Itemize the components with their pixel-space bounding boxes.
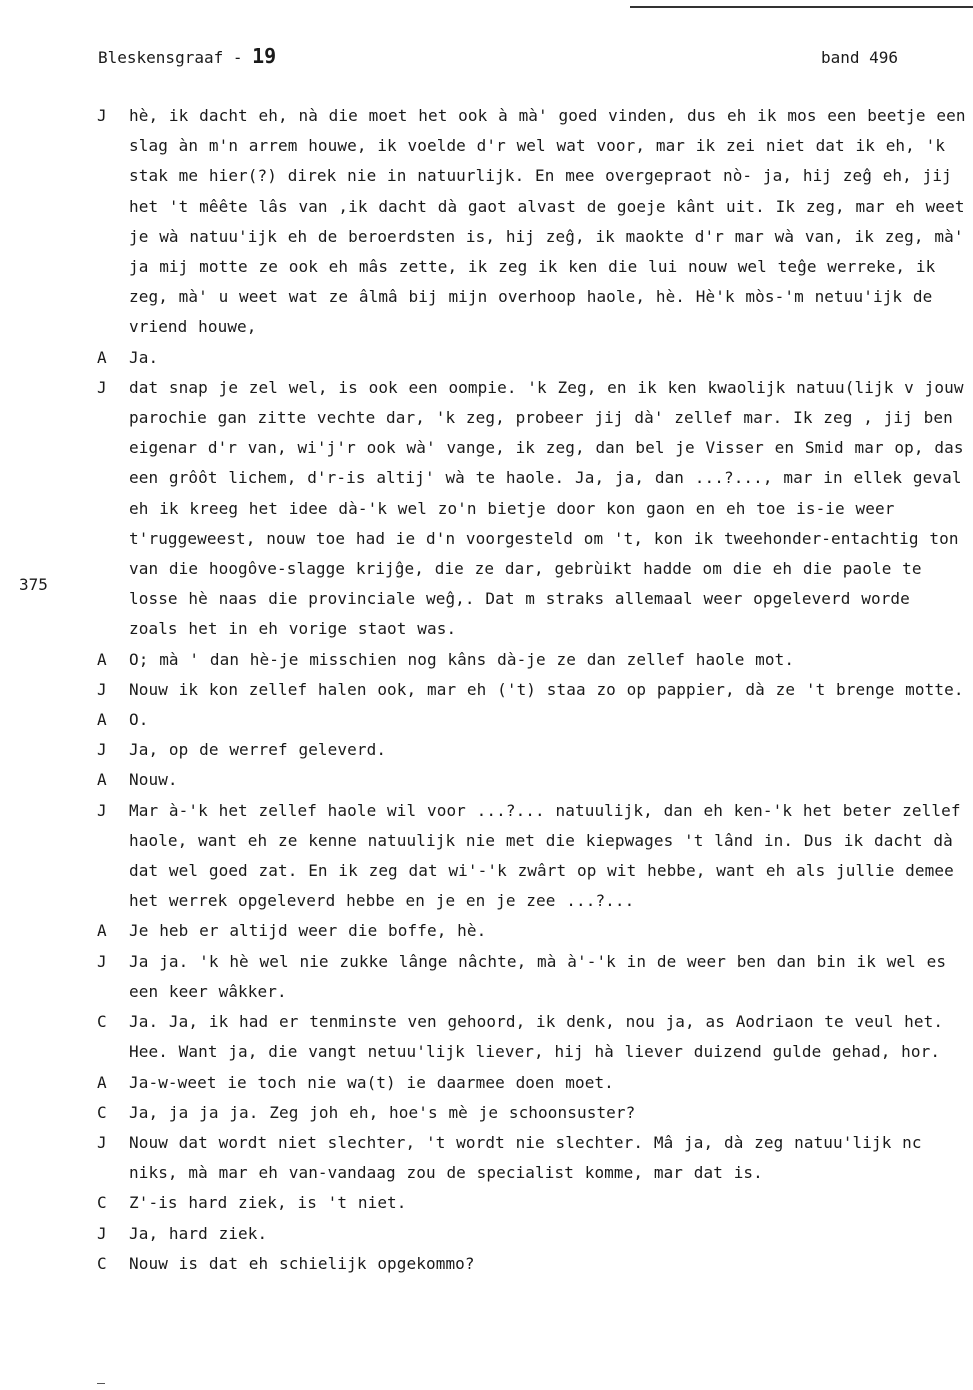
speaker-label: J bbox=[97, 1132, 107, 1152]
utterance-text: Je heb er altijd weer die boffe, hè. bbox=[129, 921, 487, 941]
dialogue-turn bbox=[0, 343, 973, 373]
speaker-label: A bbox=[97, 649, 107, 669]
transcript-body bbox=[0, 101, 973, 1279]
utterance-text: dat snap je zel wel, is ook een oompie. 'k Zeg, en ik ken kwaolijk natuu(lijk v jouw parochie gan zitte vechte dar, 'k zeg, probeer jij dà' zellef mar. Ik zeg , jij ben eigenar d'r van, wi'j'r ook wà' vange, ik zeg, dan bel je Visser en Smid mar op, das een grôôt lichem, d'r-is altij' wà te haole. Ja, ja, dan ...?..., mar in ellek geval eh ik kreeg het idee dà-'k wel zo'n bietje door kon gaon en eh toe is-ie weer t'ruggeweest, nouw toe had ie d'n voorgesteld om 't, kon ik tweehonder-entachtig ton van die hoogôve-slagge krijĝe, die ze dar, gebrùikt hadde om die eh die paole te losse hè naas die provinciale weĝ,. Dat m straks allemaal weer opgeleverd worde zoals het in eh vorige staot was. bbox=[129, 377, 964, 639]
dialogue-turn bbox=[0, 675, 973, 705]
utterance-text: Z'-is hard ziek, is 't niet. bbox=[129, 1193, 407, 1213]
speaker-label: A bbox=[97, 1072, 107, 1092]
speaker-label: A bbox=[97, 710, 107, 730]
utterance-text: Nouw dat wordt niet slechter, 't wordt nie slechter. Mâ ja, dà zeg natuu'lijk nc niks, mà mar eh van-vandaag zou de specialist komme, mar dat is. bbox=[129, 1132, 922, 1183]
speaker-label: A bbox=[97, 347, 107, 367]
utterance-text: Ja, hard ziek. bbox=[129, 1223, 268, 1243]
dialogue-turn bbox=[0, 705, 973, 735]
dialogue-turn bbox=[0, 1007, 973, 1067]
dialogue-turn bbox=[0, 1068, 973, 1098]
utterance-text: Ja. bbox=[129, 347, 159, 367]
dialogue-turn bbox=[0, 101, 973, 343]
footer-mark bbox=[97, 1383, 105, 1384]
utterance-text: Nouw is dat eh schielijk opgekommo? bbox=[129, 1253, 475, 1273]
dialogue-turn bbox=[0, 1249, 973, 1279]
dialogue-turn bbox=[0, 1128, 973, 1188]
speaker-label: J bbox=[97, 951, 107, 971]
speaker-label: C bbox=[97, 1102, 107, 1122]
speaker-label: J bbox=[97, 800, 107, 820]
utterance-text: Ja. Ja, ik had er tenminste ven gehoord, ik denk, nou ja, as Aodriaon te veul het. Hee. Want ja, die vangt netuu'lijk liever, hij hà liever duizend gulde gehad, hor. bbox=[129, 1012, 944, 1062]
dialogue-turn bbox=[0, 765, 973, 795]
dialogue-turn bbox=[0, 796, 973, 917]
utterance-text: Mar à-'k het zellef haole wil voor ...?... natuulijk, dan eh ken-'k het beter zellef haole, want eh ze kenne natuulijk nie met die kiepwages 't lând in. Dus ik dacht dà dat wel goed zat. En ik zeg dat wi'-'k zwârt op wit hebbe, want eh als jullie demee het werrek opgeleverd hebbe en je en je zee ...?... bbox=[129, 800, 961, 911]
dialogue-turn bbox=[0, 1098, 973, 1128]
tape-label: band 496 bbox=[821, 48, 899, 67]
page-number: 19 bbox=[252, 44, 277, 68]
dialogue-turn bbox=[0, 1188, 973, 1218]
speaker-label: C bbox=[97, 1253, 107, 1273]
utterance-text: Ja ja. 'k hè wel nie zukke lânge nâchte, mà à'-'k in de weer ben dan bin ik wel es een keer wâkker. bbox=[129, 951, 947, 1001]
dialogue-turn bbox=[0, 916, 973, 946]
speaker-label: J bbox=[97, 679, 107, 699]
header-title: Bleskensgraaf - bbox=[98, 48, 243, 67]
utterance-text: Nouw ik kon zellef halen ook, mar eh ('t) staa zo op pappier, dà ze 't brenge motte. bbox=[129, 679, 964, 699]
utterance-text: Ja, op de werref geleverd. bbox=[129, 740, 387, 760]
speaker-label: J bbox=[97, 377, 107, 397]
utterance-text: O. bbox=[129, 710, 149, 730]
speaker-label: A bbox=[97, 770, 107, 790]
dialogue-turn bbox=[0, 1219, 973, 1249]
top-edge-mark bbox=[630, 6, 973, 8]
utterance-text: Ja-w-weet ie toch nie wa(t) ie daarmee doen moet. bbox=[129, 1072, 614, 1092]
dialogue-turn bbox=[0, 947, 973, 1007]
utterance-text: O; mà ' dan hè-je misschien nog kâns dà-je ze dan zellef haole mot. bbox=[129, 649, 795, 669]
dialogue-turn bbox=[0, 373, 973, 645]
margin-counter: 375 bbox=[19, 575, 48, 594]
speaker-label: J bbox=[97, 106, 107, 125]
page-header bbox=[98, 44, 276, 68]
speaker-label: J bbox=[97, 1223, 107, 1243]
speaker-label: C bbox=[97, 1012, 107, 1032]
utterance-text: Ja, ja ja ja. Zeg joh eh, hoe's mè je schoonsuster? bbox=[129, 1102, 636, 1122]
utterance-text: Nouw. bbox=[129, 770, 178, 790]
speaker-label: J bbox=[97, 740, 107, 760]
utterance-text: hè, ik dacht eh, nà die moet het ook à mà' goed vinden, dus eh ik mos een beetje een slag àn m'n arrem houwe, ik voelde d'r wel wat voor, mar ik zei niet dat ik eh, 'k stak me hier(?) direk nie in natuurlijk. En mee overgepraot nò- ja, hij zeĝ eh, jij het 't mêête lâs van ,ik dacht dà gaot alvast de goeje kânt uit. Ik zeg, mar eh weet je wà natuu'ijk eh de beroerdsten is, hij zeĝ, ik maokte d'r mar wà van, ik zeg, mà' ja mij motte ze ook eh mâs zette, ik zeg ik ken die lui nouw wel teĝe werreke, ik zeg, mà' u weet wat ze âlmâ bij mijn overhoop haole, hè. Hè'k mòs-'m netuu'ijk de vriend houwe, bbox=[129, 106, 966, 337]
speaker-label: C bbox=[97, 1193, 107, 1213]
speaker-label: A bbox=[97, 921, 107, 941]
dialogue-turn bbox=[0, 645, 973, 675]
dialogue-turn bbox=[0, 735, 973, 765]
